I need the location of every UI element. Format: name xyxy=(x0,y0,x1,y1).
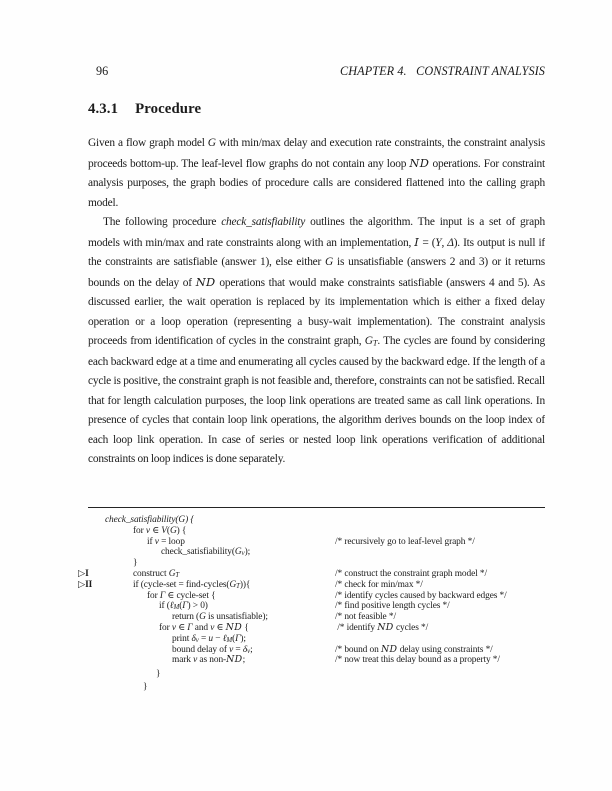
code-comment xyxy=(335,623,428,634)
text-segment: δ xyxy=(191,633,196,644)
text-segment: G xyxy=(234,547,242,558)
text-segment: v xyxy=(154,536,159,547)
text-segment: G xyxy=(169,525,177,536)
section-title: Procedure xyxy=(135,101,202,117)
text-segment: = xyxy=(233,644,243,655)
text-segment: v xyxy=(193,655,198,666)
text-segment: ( xyxy=(179,601,183,612)
code-line xyxy=(78,547,588,558)
text-segment: ; xyxy=(250,644,253,655)
text-segment: Γ xyxy=(235,633,241,644)
code-comment xyxy=(335,591,507,602)
text-segment: M xyxy=(173,604,180,612)
text-segment: ND xyxy=(225,621,243,633)
code-line xyxy=(78,569,588,580)
text-segment: = loop xyxy=(158,536,185,547)
text-segment: check_satisfiability( xyxy=(161,547,235,558)
text-segment: )){ xyxy=(239,579,251,590)
text-segment: construct xyxy=(133,568,169,579)
code-line xyxy=(78,634,588,645)
text-segment: M xyxy=(226,636,233,644)
text-segment: for xyxy=(133,525,146,536)
text-segment: ( xyxy=(232,633,236,644)
paragraph xyxy=(88,134,545,213)
text-segment: mark xyxy=(172,655,194,666)
code-comment xyxy=(335,601,450,612)
text-segment: Δ xyxy=(447,236,454,249)
listing-divider-rule xyxy=(88,507,545,508)
text-segment: v xyxy=(241,550,245,558)
text-segment: /* recursively go to leaf-level graph */ xyxy=(335,536,475,547)
text-segment: δ xyxy=(242,644,248,655)
text-segment: G xyxy=(199,612,206,623)
text-segment: ; xyxy=(242,655,246,666)
text-segment: ) { xyxy=(176,525,187,536)
code-line xyxy=(78,591,588,602)
code-text xyxy=(105,623,249,634)
code-text xyxy=(105,526,186,537)
code-line xyxy=(78,537,588,548)
text-segment: G xyxy=(325,256,334,268)
text-segment: Given a flow graph model xyxy=(88,137,208,149)
text-segment: } xyxy=(143,681,148,692)
code-listing xyxy=(78,515,588,693)
text-segment: Υ xyxy=(435,236,442,249)
text-segment: ND xyxy=(409,155,430,170)
text-segment: V xyxy=(161,525,167,536)
text-segment: is unsatisfiable); xyxy=(205,612,268,623)
text-segment: } xyxy=(156,669,161,680)
text-segment: ND xyxy=(377,621,394,633)
code-line xyxy=(78,682,588,693)
text-segment: v xyxy=(171,622,176,633)
text-segment: ∈ xyxy=(149,525,162,536)
code-text xyxy=(105,669,160,680)
text-segment: if ( xyxy=(159,601,170,612)
paragraph xyxy=(88,213,545,470)
text-segment: , xyxy=(441,236,448,249)
text-segment: operations that would make constraints satisfiable (answers 4 and 5). As discussed earlier, the wait operation is replaced by its implementation which is either a fixed delay operation or a loop operation (representing a busy-wait implementation). The constraint analysis proceeds from identification of cycles in the constraint graph, xyxy=(88,276,545,347)
text-segment: ) > 0) xyxy=(187,601,208,612)
text-segment: if (cycle-set = find-cycles( xyxy=(133,579,230,590)
code-text xyxy=(105,655,245,666)
text-segment: ND xyxy=(380,643,398,655)
section-number: 4.3.1 xyxy=(88,101,119,117)
text-segment: − xyxy=(213,633,223,644)
text-segment: /* not feasible */ xyxy=(335,612,396,623)
text-segment: as non- xyxy=(197,655,227,666)
code-line xyxy=(78,515,588,526)
text-segment: v xyxy=(195,636,199,644)
text-segment: delay using constraints */ xyxy=(397,644,493,655)
text-segment: /* identify xyxy=(335,622,378,633)
code-comment xyxy=(335,580,423,591)
text-segment: ); xyxy=(240,633,246,644)
text-segment: check_satisfiability(G) { xyxy=(105,515,194,525)
text-segment: T xyxy=(175,572,180,580)
text-segment: v xyxy=(210,622,215,633)
body-text xyxy=(88,134,545,508)
text-segment: T xyxy=(372,338,378,348)
text-segment: bound delay of xyxy=(172,644,230,655)
text-segment: cycles */ xyxy=(393,622,429,633)
text-segment: G xyxy=(364,335,373,347)
text-segment: ∈ xyxy=(175,622,188,633)
text-segment: print xyxy=(172,633,192,644)
text-segment: return ( xyxy=(172,612,200,623)
text-segment: /* identify cycles caused by backward edges */ xyxy=(335,590,507,601)
code-line xyxy=(78,645,588,656)
text-segment: /* find positive length cycles */ xyxy=(335,601,450,612)
text-segment: is unsatisfiable (answers 2 and 3) or it returns bounds on the delay of xyxy=(88,256,545,289)
code-text xyxy=(105,591,216,602)
code-text xyxy=(105,537,185,548)
text-segment: I xyxy=(414,234,420,249)
text-segment: ND xyxy=(195,274,216,289)
text-segment: outlines the algorithm. The input is a set of graph models with min/max and rate constraints along with an implementation, xyxy=(88,216,545,249)
code-comment xyxy=(335,569,487,580)
text-segment: ND xyxy=(226,654,243,666)
code-line xyxy=(78,601,588,612)
line-marker: ▷I xyxy=(78,568,89,579)
text-segment: Γ xyxy=(187,622,193,633)
chapter-title: CHAPTER 4. CONSTRAINT ANALYSIS xyxy=(340,64,545,78)
code-comment xyxy=(335,645,493,656)
text-segment: } xyxy=(133,558,138,569)
text-segment: ( xyxy=(166,525,170,536)
text-segment: if xyxy=(147,536,155,547)
code-comment xyxy=(335,655,500,666)
text-segment: ℓ xyxy=(169,601,174,612)
text-segment: ). Its output is null if the constraints are satisfiable (answer 1), else either xyxy=(88,236,545,268)
text-segment: ); xyxy=(244,547,251,558)
text-segment: G xyxy=(207,137,216,149)
text-segment: u xyxy=(208,633,213,644)
text-segment: for xyxy=(147,590,160,601)
line-marker: ▷II xyxy=(78,579,93,590)
text-segment: . The cycles are found by considering each backward edge at a time and enumerating all cycles caused by the backward edge. If the length of a cycle is positive, the constraint graph is not feasible and, therefore, constraints can not be satisfied. Recall that for length calculation purposes, the loop link operations are treated same as call link operations. In presence of cycles that contain loop link operations, the algorithm derives bounds on the loop index of each loop link operation. In case of series or nested loop link operations verification of additional constraints on loop indices is done separately. xyxy=(88,335,545,466)
text-segment: /* check for min/max */ xyxy=(335,579,423,590)
code-text xyxy=(105,682,147,693)
code-line xyxy=(78,655,588,666)
text-segment: v xyxy=(229,644,234,655)
code-line xyxy=(78,669,588,680)
text-segment: /* bound on xyxy=(335,644,381,655)
code-line xyxy=(78,623,588,634)
text-segment: Γ xyxy=(159,590,166,601)
text-segment: G xyxy=(229,579,237,590)
text-segment: G xyxy=(168,568,176,579)
text-segment: T xyxy=(236,582,240,590)
code-text xyxy=(105,558,137,569)
text-segment: ∈ xyxy=(214,622,226,633)
text-segment: v xyxy=(247,647,251,655)
text-segment: /* construct the constraint graph model */ xyxy=(335,568,488,579)
page-number: 96 xyxy=(96,64,109,78)
text-segment: v xyxy=(145,525,150,536)
running-header xyxy=(96,64,545,78)
text-segment: The following procedure xyxy=(103,216,222,228)
code-line xyxy=(78,558,588,569)
text-segment: with min/max delay and execution rate constraints, the constraint analysis proceeds bottom-up. The leaf-level flow graphs do not contain any loop xyxy=(88,137,545,170)
code-line xyxy=(78,580,588,591)
section-heading xyxy=(88,101,201,118)
text-segment: = ( xyxy=(419,236,436,249)
code-text xyxy=(105,612,268,623)
text-segment: operations. For constraint analysis purposes, the graph bodies of procedure calls are considered flattened into the calling graph model. xyxy=(88,157,545,209)
text-segment: = xyxy=(198,633,209,644)
text-segment: ℓ xyxy=(222,633,227,644)
text-segment: and xyxy=(192,622,211,633)
code-comment xyxy=(335,537,475,548)
code-text xyxy=(105,515,194,526)
code-line xyxy=(78,526,588,537)
text-segment: for xyxy=(159,622,172,633)
text-segment: Γ xyxy=(182,601,188,612)
code-line xyxy=(78,612,588,623)
text-segment: ∈ cycle-set { xyxy=(165,590,216,601)
text-segment: /* now treat this delay bound as a property */ xyxy=(335,655,500,666)
text-segment: check_satisfiability xyxy=(221,216,306,228)
text-segment: { xyxy=(242,622,249,633)
